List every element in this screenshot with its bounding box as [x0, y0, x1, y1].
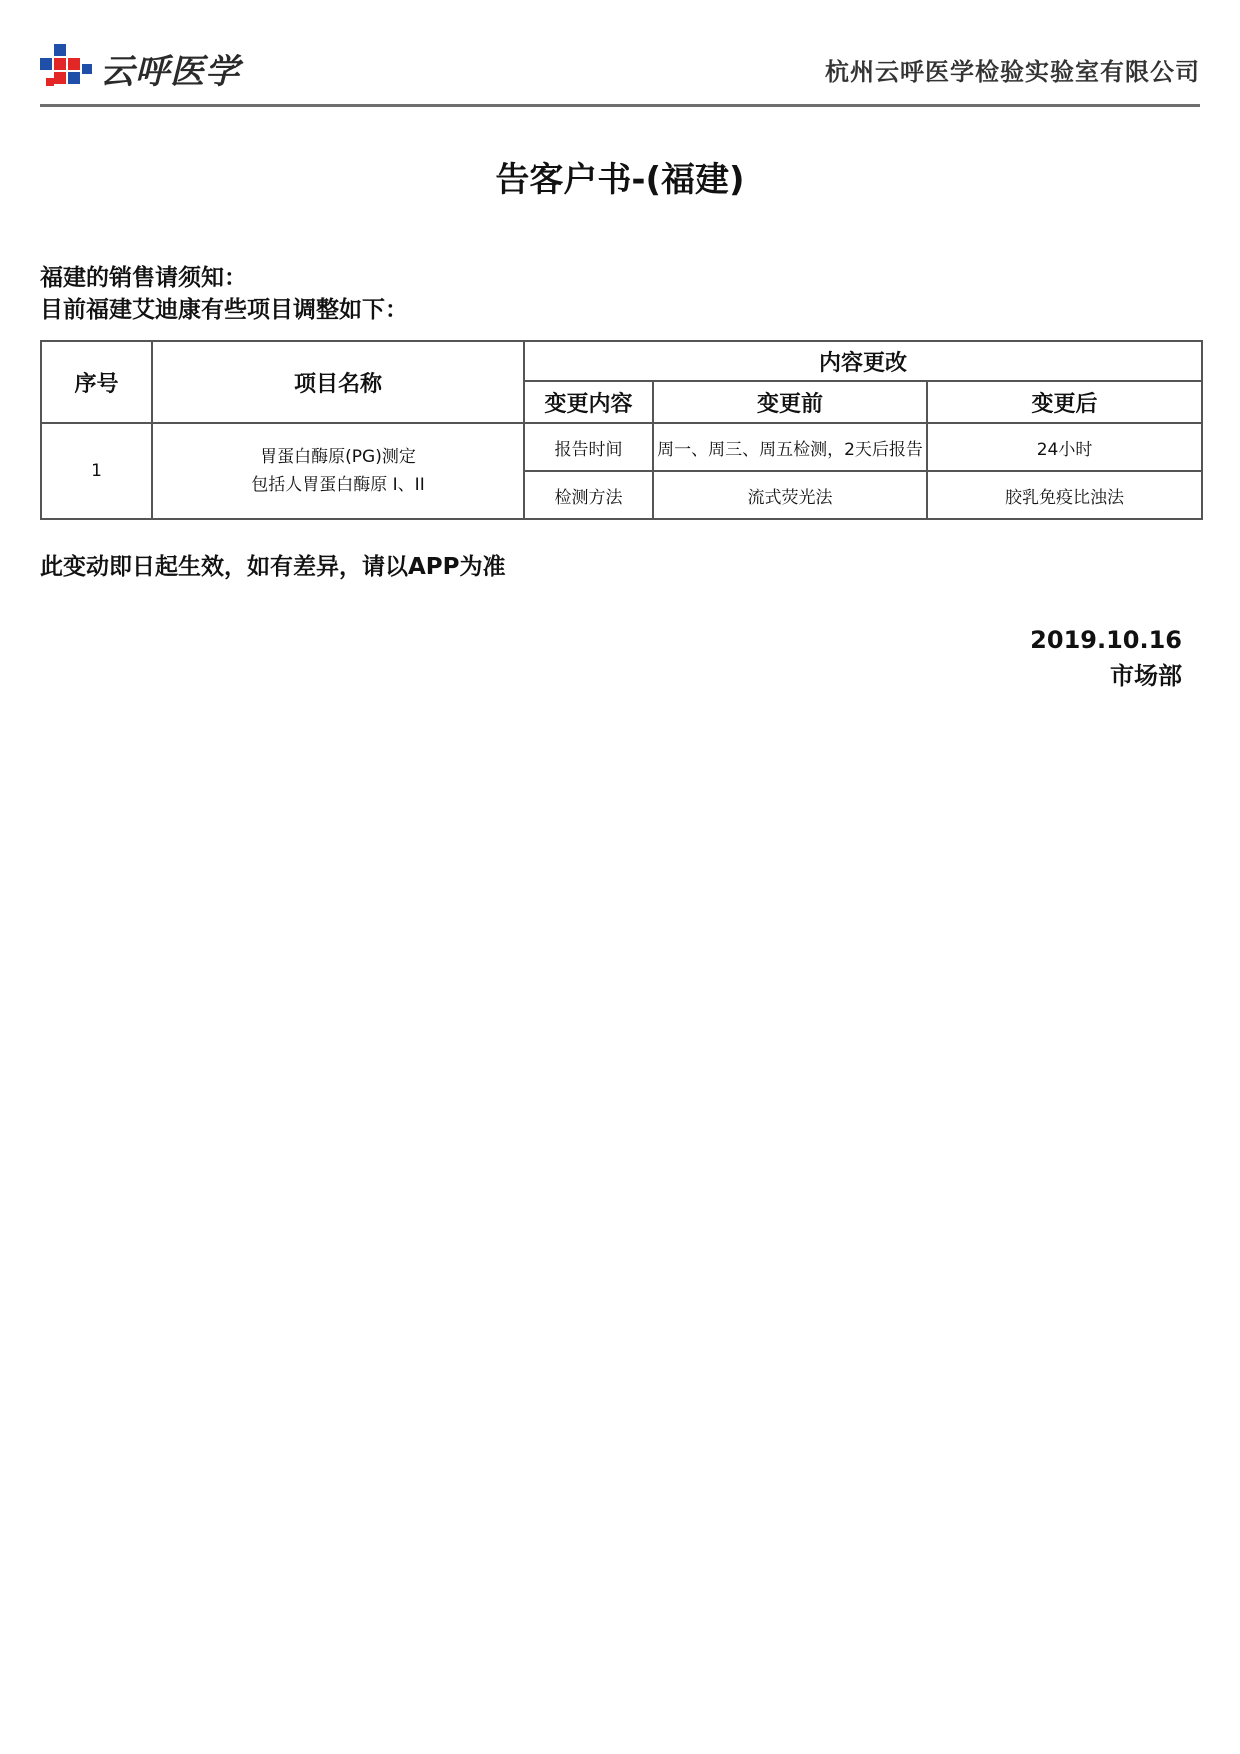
table-row [41, 423, 1202, 471]
effective-statement: 此变动即日起生效，如有差异，请以APP为准 [40, 554, 506, 580]
cell-seq: 1 [41, 423, 152, 519]
page-header [40, 38, 1200, 107]
header-before: 变更前 [653, 381, 927, 423]
header-seq: 序号 [41, 341, 152, 423]
header-change-group: 内容更改 [524, 341, 1202, 381]
document-title: 告客户书-(福建) [495, 160, 745, 200]
project-name-line-2: 包括人胃蛋白酶原 I、II [251, 475, 425, 495]
signoff-block [1030, 622, 1182, 694]
project-name-line-1: 胃蛋白酶原(PG)测定 [260, 447, 416, 467]
header-change-item: 变更内容 [524, 381, 653, 423]
notice-line-2: 目前福建艾迪康有些项目调整如下： [40, 297, 408, 323]
cell-before: 流式荧光法 [653, 471, 927, 519]
notice-line-1: 福建的销售请须知： [40, 265, 247, 291]
cell-project [152, 423, 524, 519]
header-after: 变更后 [927, 381, 1202, 423]
changes-table [40, 340, 1203, 520]
signoff-department: 市场部 [1110, 662, 1182, 690]
cell-after: 24小时 [927, 423, 1202, 471]
logo-cross-icon [40, 44, 94, 92]
notice-block [40, 262, 408, 326]
logo-text: 云呼医学 [100, 51, 240, 92]
cell-after: 胶乳免疫比浊法 [927, 471, 1202, 519]
cell-before: 周一、周三、周五检测，2天后报告 [653, 423, 927, 471]
cell-change-item: 报告时间 [524, 423, 653, 471]
signoff-date: 2019.10.16 [1030, 626, 1182, 654]
company-logo [40, 44, 240, 92]
cell-change-item: 检测方法 [524, 471, 653, 519]
company-name: 杭州云呼医学检验实验室有限公司 [825, 58, 1200, 86]
header-project: 项目名称 [152, 341, 524, 423]
